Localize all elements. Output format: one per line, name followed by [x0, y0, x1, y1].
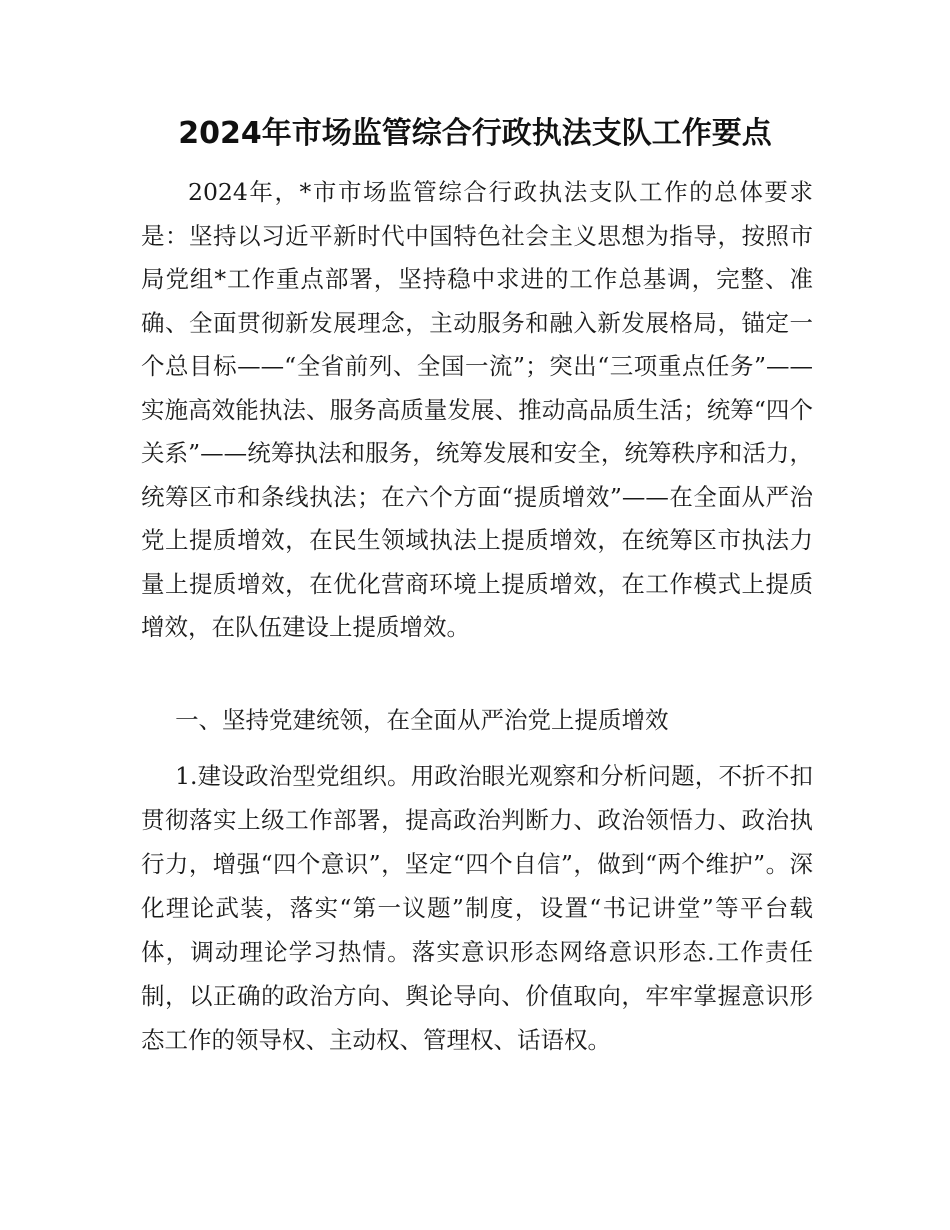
- intro-paragraph: 2024年，*市市场监管综合行政执法支队工作的总体要求是：坚持以习近平新时代中国特色社会主义思想为指导，按照市局党组*工作重点部署，坚持稳中求进的工作总基调，完整、准确、全面贯彻新发展理念，主动服务和融入新发展格局，锚定一个总目标——“全省前列、全国一流”；突出“三项重点任务”——实施高效能执法、服务高质量发展、推动高品质生活；统筹“四个关系”——统筹执法和服务，统筹发展和安全，统筹秩序和活力，统筹区市和条线执法；在六个方面“提质增效”——在全面从严治党上提质增效，在民生领域执法上提质增效，在统筹区市执法力量上提质增效，在优化营商环境上提质增效，在工作模式上提质增效，在队伍建设上提质增效。: [141, 178, 813, 641]
- section-heading: 一、坚持党建统领，在全面从严治党上提质增效: [175, 706, 669, 734]
- item-paragraph: 1.建设政治型党组织。用政治眼光观察和分析问题，不折不扣贯彻落实上级工作部署，提高政治判断力、政治领悟力、政治执行力，增强“四个意识”，坚定“四个自信”，做到“两个维护”。深化理论武装，落实“第一议题”制度，设置“书记讲堂”等平台载体，调动理论学习热情。落实意识形态网络意识形态.工作责任制，以正确的政治方向、舆论导向、价值取向，牢牢掌握意识形态工作的领导权、主动权、管理权、话语权。: [141, 762, 813, 1054]
- document-title: 2024年市场监管综合行政执法支队工作要点: [178, 116, 772, 151]
